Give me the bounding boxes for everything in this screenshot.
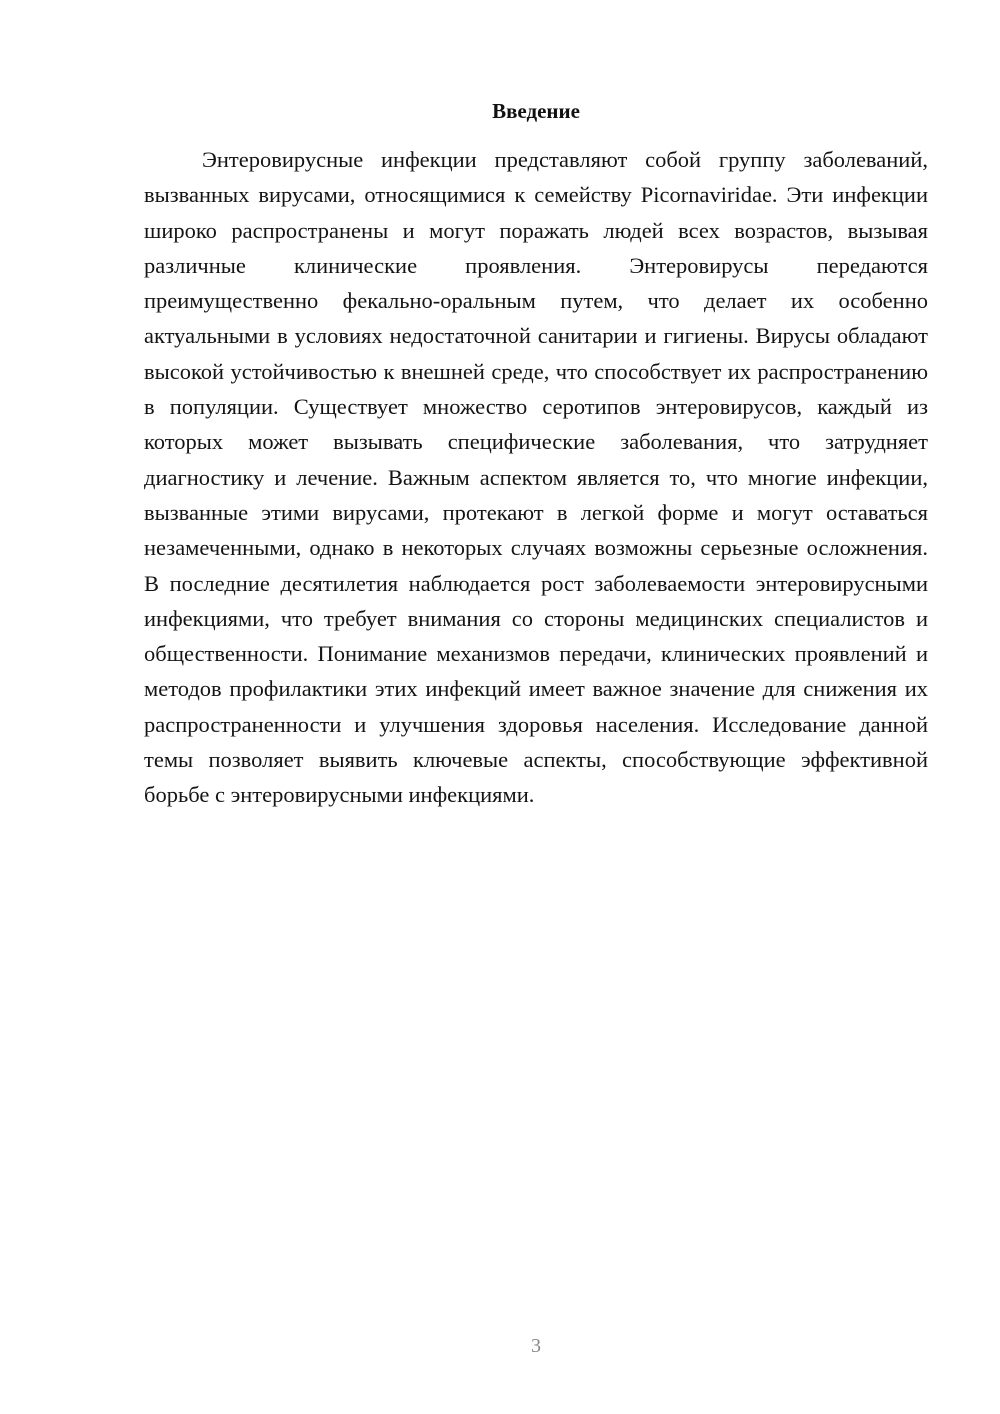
- section-title: Введение: [492, 99, 580, 123]
- introduction-paragraph: Энтеровирусные инфекции представляют собой группу заболеваний, вызванных вирусами, относящимися к семейству Picornaviridae. Эти инфекции широко распространены и могут поражать людей всех возрастов, вызывая различные клинические проявления. Энтеровирусы передаются преимущественно фекально-оральным путем, что делает их особенно актуальными в условиях недостаточной санитарии и гигиены. Вирусы обладают высокой устойчивостью к внешней среде, что способствует их распространению в популяции. Существует множество серотипов энтеровирусов, каждый из которых может вызывать специфические заболевания, что затрудняет диагностику и лечение. Важным аспектом является то, что многие инфекции, вызванные этими вирусами, протекают в легкой форме и могут оставаться незамеченными, однако в некоторых случаях возможны серьезные осложнения. В последние десятилетия наблюдается рост заболеваемости энтеровирусными инфекциями, что требует внимания со стороны медицинских специалистов и общественности. Понимание механизмов передачи, клинических проявлений и методов профилактики этих инфекций имеет важное значение для снижения их распространенности и улучшения здоровья населения. Исследование данной темы позволяет выявить ключевые аспекты, способствующие эффективной борьбе с энтеровирусными инфекциями.: [144, 147, 928, 808]
- page-number: 3: [531, 1335, 541, 1357]
